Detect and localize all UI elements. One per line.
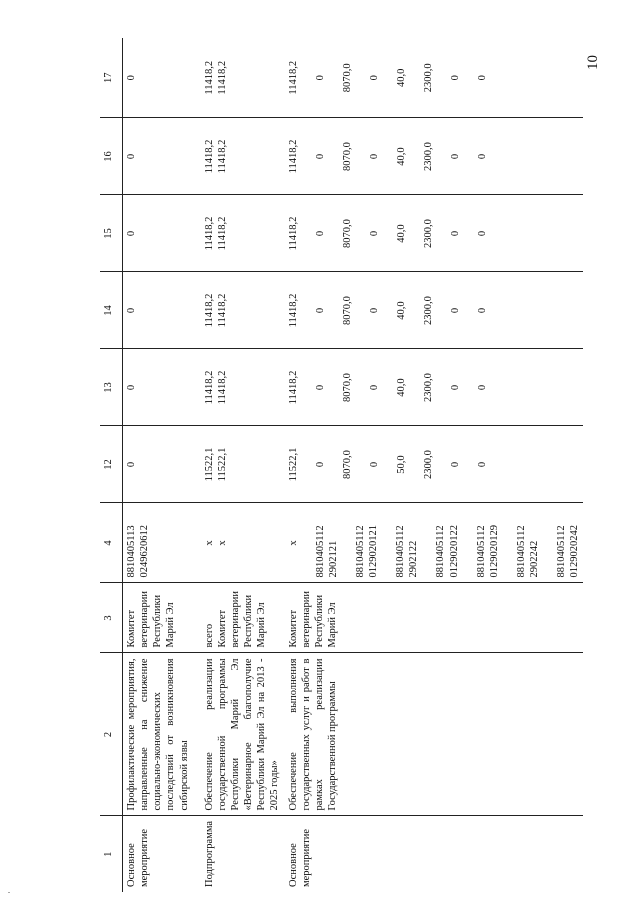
value: 40,0 <box>396 301 407 320</box>
value: 0 <box>450 230 462 237</box>
value-col-13: 0 <box>123 349 201 426</box>
budget-table <box>100 38 583 892</box>
value-col-15 <box>285 195 584 272</box>
value-col-13: 11418,2 11418,2 <box>201 349 285 426</box>
value-col-17 <box>285 38 584 118</box>
header-col-16: 16 <box>100 118 123 195</box>
row-description: Обеспечение выполнения государственных услуг и работ в рамках реализации Государственной программы <box>285 653 584 816</box>
executor-total: всего <box>203 623 215 648</box>
value: 2300,0 <box>423 296 435 325</box>
executor-committee: Комитет ветеринарии Республики Марий Эл <box>216 591 267 648</box>
row-executor <box>201 583 285 653</box>
value: 11418,2 <box>287 370 299 405</box>
value-col-16 <box>285 118 584 195</box>
value-col-16: 11418,2 11418,2 <box>201 118 285 195</box>
value: 0 <box>314 153 326 160</box>
kbk-code: 8810405112 2902122 <box>395 525 420 578</box>
header-col-15: 15 <box>100 195 123 272</box>
value: 0 <box>477 230 489 237</box>
row-executor: Комитет ветеринарии Республики Марий Эл <box>123 583 201 653</box>
value: 11418,2 <box>287 60 299 95</box>
kbk-code: х <box>287 540 299 546</box>
value: 2300,0 <box>423 63 435 93</box>
value: 0 <box>450 307 462 314</box>
value: 0 <box>368 230 380 237</box>
value-col-12: 0 <box>123 426 201 503</box>
header-col-12: 12 <box>100 426 123 503</box>
page-number: 10 <box>585 55 601 70</box>
value-col-14: 11418,2 11418,2 <box>201 272 285 349</box>
value-col-17: 11418,2 11418,2 <box>201 38 285 118</box>
row-type: Основное мероприятие <box>287 829 312 887</box>
value: 0 <box>314 230 326 237</box>
value: 8070,0 <box>341 450 353 479</box>
value: 0 <box>450 461 462 468</box>
value: 0 <box>477 307 489 314</box>
kbk-code: 8810405112 0129020121 <box>354 525 379 578</box>
value: 8070,0 <box>341 63 353 93</box>
header-col-17: 17 <box>100 38 123 118</box>
table-row <box>123 38 201 892</box>
value-col-14: 0 <box>123 272 201 349</box>
value: 0 <box>477 384 489 391</box>
value: 11418,2 <box>287 216 299 251</box>
kbk-code: 8810405112 2902121 <box>314 525 339 578</box>
value: 11418,2 <box>287 139 299 174</box>
row-description: Профилактические мероприятия, направленные на снижение социально-экономических последствий от возникновения сибирской язвы <box>123 653 201 816</box>
value: 8070,0 <box>341 296 353 325</box>
value: 2300,0 <box>423 373 435 402</box>
value-col-12: 11522,1 11522,1 <box>201 426 285 503</box>
row-type: Подпрограмма <box>203 820 215 887</box>
value: 0 <box>477 461 489 468</box>
value: 0 <box>368 384 380 391</box>
value: 11522,1 <box>287 447 299 482</box>
kbk-code: 8810405112 0129020242 <box>556 525 581 578</box>
value: 8070,0 <box>341 373 353 402</box>
value: 0 <box>368 75 380 81</box>
value: 8070,0 <box>341 219 353 248</box>
value: 2300,0 <box>423 219 435 248</box>
value-col-17: 0 <box>123 38 201 118</box>
rotated-table-container <box>100 38 581 892</box>
row-code: х х <box>201 503 285 583</box>
value: 0 <box>450 384 462 391</box>
row-executor: Комитет ветеринарии Республики Марий Эл <box>285 583 584 653</box>
row-codes <box>285 503 584 583</box>
value: 40,0 <box>396 68 407 87</box>
value-col-16: 0 <box>123 118 201 195</box>
kbk-code: 8810405112 0129020122 <box>435 525 460 578</box>
table-row <box>285 38 584 892</box>
value: 0 <box>368 461 380 468</box>
value-col-15: 0 <box>123 195 201 272</box>
value: 0 <box>314 307 326 314</box>
value: 0 <box>314 75 326 81</box>
header-col-3: 3 <box>100 583 123 653</box>
value: 40,0 <box>396 224 407 243</box>
value: 8070,0 <box>341 142 353 171</box>
value: 2300,0 <box>423 450 435 479</box>
header-col-14: 14 <box>100 272 123 349</box>
value-col-12 <box>285 426 584 503</box>
value: 0 <box>314 384 326 391</box>
kbk-code: 8810405112 0129020129 <box>475 525 500 578</box>
value: 0 <box>450 153 462 160</box>
kbk-code: 8810405112 2902242 <box>515 525 540 578</box>
value: 50,0 <box>396 455 407 474</box>
value: 0 <box>477 153 489 160</box>
value-col-15: 11418,2 11418,2 <box>201 195 285 272</box>
header-col-4: 4 <box>100 503 123 583</box>
header-row <box>100 38 123 892</box>
value: 11418,2 <box>287 293 299 328</box>
row-type: Основное мероприятие <box>126 829 151 887</box>
value: 0 <box>368 153 380 160</box>
row-description: Обеспечение реализации государственной программы Республики Марий Эл «Ветеринарное благополучие Республики Марий Эл на 2013 - 2025 годы» <box>201 653 285 816</box>
value: 0 <box>450 75 462 81</box>
row-code: 8810405113 0249620612 <box>123 503 201 583</box>
value-col-13 <box>285 349 584 426</box>
table-row <box>201 38 285 892</box>
value: 0 <box>314 461 326 468</box>
header-col-1: 1 <box>100 816 123 892</box>
value: 0 <box>368 307 380 314</box>
value-col-14 <box>285 272 584 349</box>
value: 40,0 <box>396 147 407 166</box>
value: 2300,0 <box>423 142 435 171</box>
header-col-2: 2 <box>100 653 123 816</box>
scan-speck: . <box>8 886 10 895</box>
value: 0 <box>477 75 489 81</box>
value: 40,0 <box>396 378 407 397</box>
header-col-13: 13 <box>100 349 123 426</box>
